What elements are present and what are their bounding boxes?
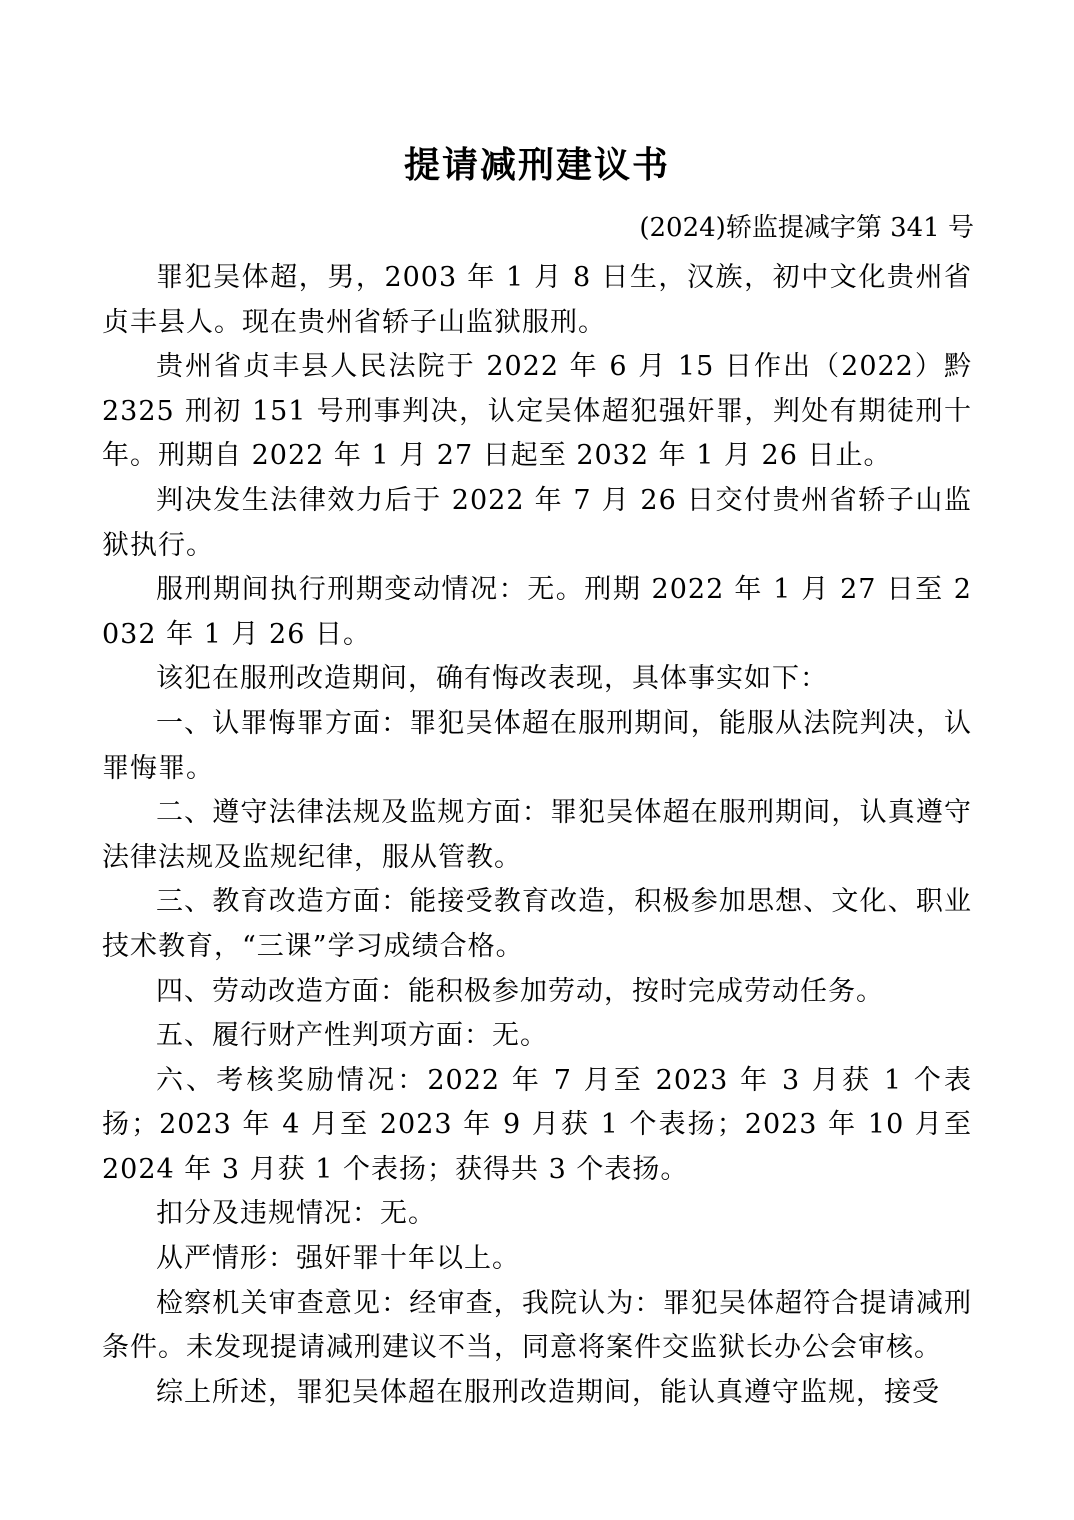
paragraph-violations: 扣分及违规情况：无。 <box>156 1198 436 1230</box>
paragraph-property: 五、履行财产性判项方面：无。 <box>156 1020 548 1052</box>
document-body <box>102 256 972 1415</box>
paragraph-law-compliance: 二、遵守法律法规及监规方面：罪犯吴体超在服刑期间，认真遵守法律法规及监规纪律，服从管教。 <box>102 797 972 873</box>
paragraph-term-change: 服刑期间执行刑期变动情况：无。刑期 2022 年 1 月 27 日至 2032 年 1 月 26 日。 <box>102 574 972 650</box>
paragraph-delivery: 判决发生法律效力后于 2022 年 7 月 26 日交付贵州省轿子山监狱执行。 <box>102 484 972 561</box>
paragraph-facts-intro: 该犯在服刑改造期间，确有悔改表现，具体事实如下： <box>156 663 828 695</box>
paragraph-education: 三、教育改造方面：能接受教育改造，积极参加思想、文化、职业技术教育，“三课”学习成绩合格。 <box>102 886 972 962</box>
paragraph-strict-circumstances: 从严情形：强奸罪十年以上。 <box>156 1243 520 1275</box>
paragraph-summary: 综上所述，罪犯吴体超在服刑改造期间，能认真遵守监规，接受 <box>156 1376 940 1408</box>
paragraph-procuratorate-opinion: 检察机关审查意见：经审查，我院认为：罪犯吴体超符合提请减刑条件。未发现提请减刑建议不当，同意将案件交监狱长办公会审核。 <box>102 1287 972 1364</box>
document-number: (2024)轿监提减字第 341 号 <box>639 213 974 243</box>
paragraph-criminal-info: 罪犯吴体超，男，2003 年 1 月 8 日生，汉族，初中文化贵州省贞丰县人。现在贵州省轿子山监狱服刑。 <box>102 262 972 338</box>
paragraph-rewards: 六、考核奖励情况：2022 年 7 月至 2023 年 3 月获 1 个表扬；2023 年 4 月至 2023 年 9 月获 1 个表扬；2023 年 10 月至 2024 年 3 月获 1 个表扬；获得共 3 个表扬。 <box>102 1064 972 1185</box>
paragraph-repentance: 一、认罪悔罪方面：罪犯吴体超在服刑期间，能服从法院判决，认罪悔罪。 <box>102 707 972 784</box>
document-title: 提请减刑建议书 <box>403 145 670 186</box>
paragraph-judgment: 贵州省贞丰县人民法院于 2022 年 6 月 15 日作出（2022）黔 2325 刑初 151 号刑事判决，认定吴体超犯强奸罪，判处有期徒刑十年。刑期自 2022 年 1 月 27 日起至 2032 年 1 月 26 日止。 <box>102 351 972 472</box>
paragraph-labor: 四、劳动改造方面：能积极参加劳动，按时完成劳动任务。 <box>156 975 884 1007</box>
